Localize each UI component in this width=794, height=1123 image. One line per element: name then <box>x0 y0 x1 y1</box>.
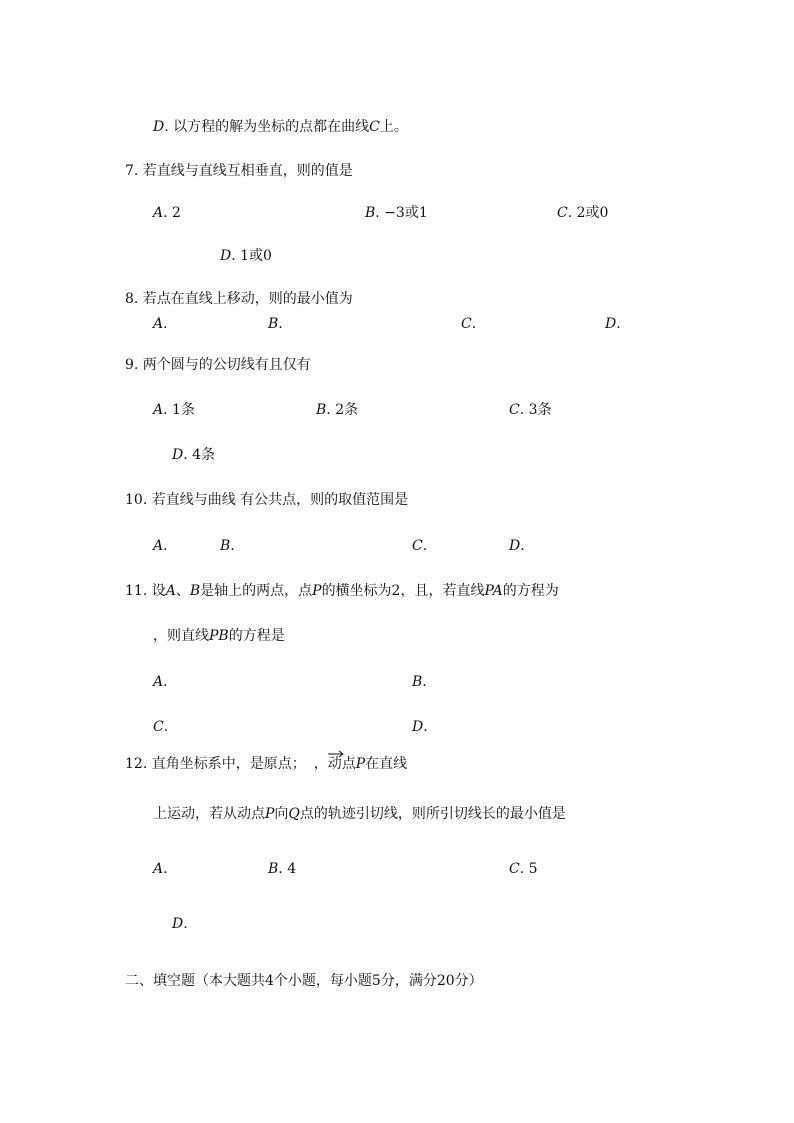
q12-stem <box>125 755 407 773</box>
q11-var-a: A <box>165 583 176 599</box>
q11-option-c-letter: C <box>153 719 164 735</box>
q11-stem-part-1: 11. 设 <box>125 583 166 599</box>
q12-option-c-letter: C <box>509 861 520 877</box>
q9-option-d <box>172 446 215 464</box>
q7-option-c-text: . 2或0 <box>567 205 609 221</box>
q10-option-d <box>509 537 525 555</box>
q8-option-c <box>461 315 476 333</box>
q7-option-c-letter: C <box>557 205 568 221</box>
q9-option-b-text: . 2条 <box>326 402 359 418</box>
q11-option-d-letter: D <box>412 719 424 735</box>
q10-option-a <box>153 537 168 555</box>
q9-option-b <box>316 401 358 419</box>
q8-option-a <box>153 315 168 333</box>
q12-stem-part-1: 12. 直角坐标系中，是原点； <box>125 756 306 772</box>
q7-option-b-letter: B <box>365 205 376 221</box>
q11-line2-part-1: ，则直线 <box>153 628 209 644</box>
q11-var-b: B <box>189 583 201 599</box>
section-2-heading: 二、填空题（本大题共4个小题，每小题5分，满分20分） <box>125 973 483 989</box>
q8-option-d-text: . <box>616 316 621 332</box>
q11-stem-part-4: 的横坐标为2，且，若直线 <box>321 583 485 599</box>
q7-option-a <box>153 204 181 222</box>
q11-stem-part-2: 、 <box>175 583 190 599</box>
q12-option-c <box>509 860 538 878</box>
q7-option-d-text: . 1或0 <box>231 248 272 264</box>
q10-option-d-text: . <box>520 538 525 554</box>
q12-line2-part-3: 点的轨迹引切线，则所引切线长的最小值是 <box>299 806 566 822</box>
q8-option-a-text: . <box>163 316 168 332</box>
q8-option-b-text: . <box>278 316 283 332</box>
q11-option-c-text: . <box>163 719 169 735</box>
q12-var-q: Q <box>288 806 300 822</box>
q11-var-p: P <box>312 583 322 599</box>
q11-option-d <box>412 718 428 736</box>
q11-stem-part-5: 的方程为 <box>502 583 559 599</box>
q6-option-d-var: C <box>369 119 380 135</box>
q8-option-b <box>268 315 283 333</box>
q12-option-d-text: . <box>183 916 188 932</box>
q12-stem-part-2: ，动点 <box>313 756 356 772</box>
q8-option-c-letter: C <box>461 316 472 332</box>
q12-option-b-letter: B <box>268 861 279 877</box>
q7-option-d <box>220 247 272 265</box>
q9-option-a-letter: A <box>153 402 164 418</box>
q9-option-c <box>509 401 552 419</box>
q12-option-c-text: . 5 <box>519 861 538 877</box>
q10-option-c-letter: C <box>412 538 423 554</box>
q7-option-c <box>557 204 608 222</box>
q11-stem-line-2 <box>153 627 285 645</box>
q9-option-d-letter: D <box>172 447 184 463</box>
q11-line2-part-2: 的方程是 <box>228 628 285 644</box>
q12-var-p2: P <box>265 806 275 822</box>
q11-option-b-text: . <box>422 674 427 690</box>
q10-option-b <box>220 537 235 555</box>
q12-line2-part-2: 向 <box>274 806 289 822</box>
q11-stem-part-3: 是轴上的两点，点 <box>200 583 313 599</box>
q10-option-b-text: . <box>230 538 235 554</box>
q12-option-a-letter: A <box>153 861 164 877</box>
q7-option-d-letter: D <box>220 248 232 264</box>
q9-option-d-text: . 4条 <box>183 447 216 463</box>
q9-option-c-letter: C <box>509 402 520 418</box>
q6-option-d-letter: D <box>153 119 165 135</box>
q8-option-b-letter: B <box>268 316 279 332</box>
q10-option-c-text: . <box>422 538 428 554</box>
q10-option-b-letter: B <box>220 538 231 554</box>
vector-arrow-icon <box>327 749 345 759</box>
q7-option-a-text: . 2 <box>163 205 181 221</box>
q9-option-a-text: . 1条 <box>163 402 195 418</box>
q12-option-d <box>172 915 188 933</box>
q12-option-d-letter: D <box>172 916 184 932</box>
q9-option-b-letter: B <box>316 402 327 418</box>
q10-option-d-letter: D <box>509 538 521 554</box>
q11-stem <box>125 582 559 600</box>
q7-option-b-text: . −3或1 <box>375 205 428 221</box>
q11-option-d-text: . <box>423 719 428 735</box>
q11-var-pa: PA <box>484 583 503 599</box>
q7-option-a-letter: A <box>153 205 164 221</box>
q8-option-d-letter: D <box>605 316 617 332</box>
q7-option-b <box>365 204 428 222</box>
q9-stem: 9. 两个圆与的公切线有且仅有 <box>125 357 311 373</box>
q12-option-a <box>153 860 168 878</box>
q11-option-a-text: . <box>163 674 168 690</box>
q12-option-b <box>268 860 296 878</box>
q11-option-a-letter: A <box>153 674 164 690</box>
q6-option-d <box>153 118 408 136</box>
q12-option-b-text: . 4 <box>278 861 297 877</box>
q12-stem-part-3: 在直线 <box>365 756 408 772</box>
q11-option-c <box>153 718 168 736</box>
q11-var-pb: PB <box>209 628 229 644</box>
q11-option-b-letter: B <box>412 674 423 690</box>
q12-var-p: P <box>355 756 366 772</box>
q8-option-a-letter: A <box>153 316 164 332</box>
q8-stem: 8. 若点在直线上移动，则的最小值为 <box>125 291 353 307</box>
q9-option-a <box>153 401 195 419</box>
q10-option-a-text: . <box>163 538 168 554</box>
q11-option-a <box>153 673 168 691</box>
q6-option-d-tail: 上。 <box>379 119 408 135</box>
q10-option-c <box>412 537 427 555</box>
q7-stem: 7. 若直线与直线互相垂直，则的值是 <box>125 163 353 179</box>
q8-option-c-text: . <box>471 316 477 332</box>
q8-option-d <box>605 315 621 333</box>
q10-option-a-letter: A <box>153 538 164 554</box>
q12-stem-line-2 <box>153 805 566 823</box>
q12-option-a-text: . <box>163 861 168 877</box>
q10-stem: 10. 若直线与曲线 有公共点，则的取值范围是 <box>125 492 409 508</box>
q6-option-d-text: . 以方程的解为坐标的点都在曲线 <box>164 119 370 135</box>
q12-line2-part-1: 上运动，若从动点 <box>153 806 265 822</box>
q9-option-c-text: . 3条 <box>519 402 552 418</box>
q11-option-b <box>412 673 427 691</box>
